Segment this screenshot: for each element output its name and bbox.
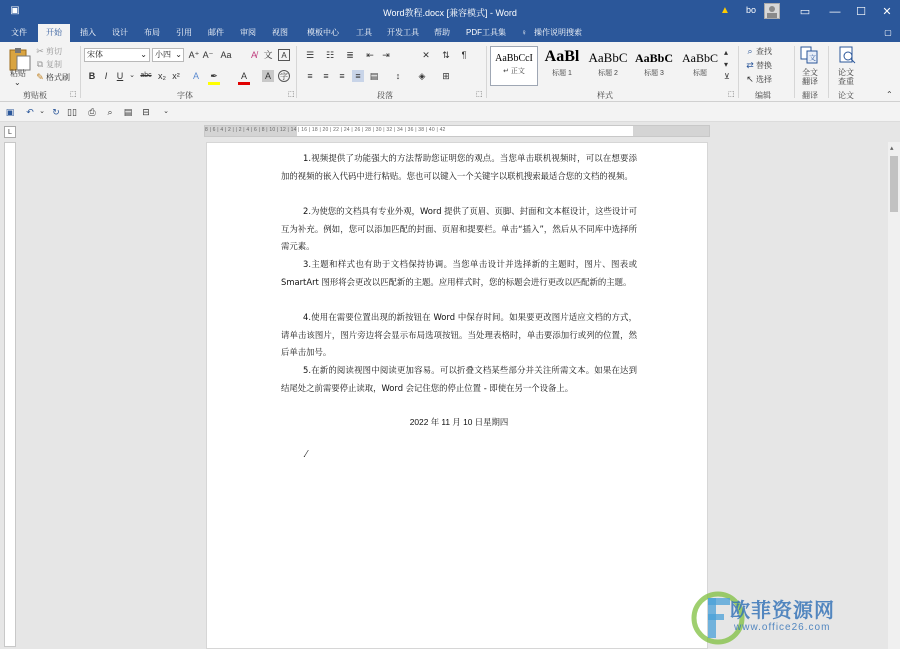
tab-file[interactable]: 文件 xyxy=(11,28,27,37)
styles-launcher-icon[interactable]: ⬚ xyxy=(728,91,735,98)
style-heading-1[interactable] xyxy=(538,46,586,86)
format-painter-icon[interactable]: ✎ xyxy=(36,72,44,82)
tab-references[interactable]: 引用 xyxy=(176,28,192,37)
style-heading-3[interactable] xyxy=(630,46,678,86)
style-sample: AaBbC xyxy=(588,50,628,65)
font-family-select[interactable]: 宋体 ⌄ xyxy=(84,48,150,62)
undo-icon[interactable]: ↶ xyxy=(26,107,34,117)
replace-button[interactable]: 替换 xyxy=(756,61,772,70)
group-label-font: 字体 xyxy=(177,91,193,100)
maximize-icon[interactable]: ☐ xyxy=(856,6,866,18)
paragraph-1[interactable]: 1.视频提供了功能强大的方法帮助您证明您的观点。当您单击联机视频时，可以在想要添加的视频的嵌入代码中进行粘贴。您也可以键入一个关键字以联机搜索最适合您的文档的视频。 xyxy=(281,153,637,181)
tab-layout[interactable]: 布局 xyxy=(144,28,160,37)
font-size-value: 小四 xyxy=(155,50,171,59)
ruler-marks: 8 | 6 | 4 | 2 | | 2 | 4 | 6 | 8 | 10 | 12 | 14 | 16 | 18 | 20 | 22 | 24 | 26 | 28 | 30 | 32 | 34 | 36 | 38 | 40 | 42 xyxy=(205,127,446,133)
select-icon[interactable]: ↖ xyxy=(746,74,754,84)
separator xyxy=(794,46,795,98)
user-name[interactable]: bo xyxy=(746,5,757,15)
group-label-translate: 翻译 xyxy=(802,91,818,100)
style-name: 标题 1 xyxy=(552,70,572,77)
vertical-ruler[interactable] xyxy=(4,142,16,647)
tab-review[interactable]: 审阅 xyxy=(240,28,256,37)
window-title: Word教程.docx [兼容模式] - Word xyxy=(383,8,517,18)
text-effects-icon[interactable]: A xyxy=(192,71,199,81)
character-border-icon[interactable]: A xyxy=(278,49,290,61)
bullets-icon[interactable]: ☰ xyxy=(305,50,315,60)
tab-insert[interactable]: 插入 xyxy=(80,28,96,37)
replace-icon[interactable]: ⇄ xyxy=(746,60,754,70)
watermark-url: www.office26.com xyxy=(734,622,831,633)
watermark xyxy=(690,588,900,646)
style-sample: AaBbC xyxy=(634,51,673,65)
align-left-icon[interactable]: ≡ xyxy=(307,71,313,81)
numbering-icon[interactable]: ☷ xyxy=(325,50,335,60)
align-right-icon[interactable]: ≡ xyxy=(339,71,345,81)
paragraph-4[interactable]: 4.使用在需要位置出现的新按钮在 Word 中保存时间。如果要更改图片适应文档的方式，请单击该图片，图片旁边将会显示布局选项按钮。当处理表格时，单击要添加行或列的位置，然后单击加号。 xyxy=(281,312,637,358)
select-button[interactable]: 选择 xyxy=(756,75,772,84)
font-color-icon[interactable]: A xyxy=(240,71,247,81)
find-icon[interactable]: ⌕ xyxy=(747,46,753,56)
styles-scroll-up-icon[interactable]: ▴ xyxy=(724,48,729,57)
scroll-thumb[interactable] xyxy=(890,156,898,212)
superscript-icon[interactable]: x² xyxy=(172,71,180,81)
font-family-value: 宋体 xyxy=(87,50,103,59)
subscript-icon[interactable]: x₂ xyxy=(158,71,166,81)
show-marks-icon[interactable]: ¶ xyxy=(461,50,467,60)
bold-icon[interactable]: B xyxy=(88,71,96,81)
separator xyxy=(486,46,487,98)
menu-bar xyxy=(0,24,900,42)
paper-check-icon[interactable] xyxy=(838,46,856,64)
chinese-layout-icon[interactable]: ✕ xyxy=(422,50,430,60)
group-label-editing: 编辑 xyxy=(755,91,771,100)
character-shading-icon[interactable]: A xyxy=(262,70,274,82)
group-label-paper: 论文 xyxy=(838,91,854,100)
shrink-font-icon[interactable]: A⁻ xyxy=(202,50,214,60)
font-color-bar xyxy=(238,82,250,85)
cursor-mark: .⁄ xyxy=(303,449,308,460)
undo-dropdown-icon[interactable]: ⌄ xyxy=(39,108,45,115)
layout-icon[interactable]: ▯▯ xyxy=(67,107,77,117)
clipboard-icon[interactable]: ▤ xyxy=(123,107,133,117)
clipboard-launcher-icon[interactable]: ⬚ xyxy=(70,91,77,98)
shading-icon[interactable]: ◈ xyxy=(418,71,426,81)
paragraph-5[interactable]: 5.在新的阅读视图中阅读更加容易。可以折叠文档某些部分并关注所需文本。如果在达到结尾处之前需要停止读取，Word 会记住您的停止位置 - 即使在另一个设备上。 xyxy=(281,365,637,393)
scroll-up-icon[interactable]: ▴ xyxy=(890,145,894,152)
ruler-margin-right xyxy=(633,126,710,137)
tab-tools[interactable]: 工具 xyxy=(356,28,372,37)
style-title[interactable] xyxy=(676,46,724,86)
decrease-indent-icon[interactable]: ⇤ xyxy=(366,50,374,60)
copy-button[interactable]: 复制 xyxy=(46,60,62,69)
distributed-icon[interactable]: ▤ xyxy=(369,71,379,81)
clear-formatting-icon[interactable]: A̸ xyxy=(250,50,257,60)
underline-dropdown-icon[interactable]: ⌄ xyxy=(129,72,135,79)
separator xyxy=(738,46,739,98)
sort-icon[interactable]: ⇅ xyxy=(442,50,450,60)
multilevel-list-icon[interactable]: ≣ xyxy=(346,50,354,60)
change-case-icon[interactable]: Aa xyxy=(220,50,232,60)
grow-font-icon[interactable]: A⁺ xyxy=(188,50,200,60)
style-sample: AaBbC xyxy=(682,51,718,65)
paragraph-3[interactable]: 3.主题和样式也有助于文档保持协调。当您单击设计并选择新的主题时，图片、图表或 SmartArt 图形将会更改以匹配新的主题。应用样式时，您的标题会进行更改以匹配新的主题。 xyxy=(281,259,637,287)
paste-button[interactable]: 粘贴 xyxy=(10,69,26,78)
ribbon xyxy=(0,42,900,102)
group-label-clipboard: 剪贴板 xyxy=(23,91,47,100)
vertical-scrollbar[interactable] xyxy=(888,142,900,649)
minimize-icon[interactable]: — xyxy=(829,6,841,18)
styles-scroll-down-icon[interactable]: ▾ xyxy=(724,60,729,69)
customize-qat-icon[interactable]: ⌄ xyxy=(163,108,169,115)
separator xyxy=(828,46,829,98)
cut-button[interactable]: 剪切 xyxy=(46,47,62,56)
strikethrough-icon[interactable]: abc xyxy=(140,72,152,79)
underline-icon[interactable]: U xyxy=(116,71,124,81)
tab-developer[interactable]: 开发工具 xyxy=(387,28,419,37)
quick-access-toolbar xyxy=(0,102,900,122)
lightbulb-icon: ♀ xyxy=(521,28,527,37)
comments-icon[interactable]: ▢ xyxy=(884,28,892,37)
ribbon-display-icon[interactable]: ▭ xyxy=(799,6,811,18)
paste-dropdown-icon[interactable]: ⌄ xyxy=(14,78,21,87)
find-button[interactable]: 查找 xyxy=(756,47,772,56)
close-icon[interactable]: ✕ xyxy=(882,6,892,18)
group-label-paragraph: 段落 xyxy=(377,91,393,100)
style-normal[interactable] xyxy=(490,46,538,86)
watermark-brand: 欧菲资源网 xyxy=(730,600,835,622)
zoom-icon[interactable]: ⌕ xyxy=(107,107,113,117)
paragraph-launcher-icon[interactable]: ⬚ xyxy=(476,91,483,98)
tab-home[interactable]: 开始 xyxy=(38,24,70,42)
app-icon: ▣ xyxy=(10,5,20,16)
paper-check-button[interactable]: 论文查重 xyxy=(838,68,854,86)
highlight-icon[interactable]: ✒ xyxy=(210,71,218,81)
font-launcher-icon[interactable]: ⬚ xyxy=(288,91,295,98)
separator xyxy=(296,46,297,98)
format-painter-button[interactable]: 格式刷 xyxy=(46,73,70,82)
horizontal-ruler[interactable] xyxy=(204,125,710,137)
translate-icon[interactable] xyxy=(800,46,818,64)
group-label-styles: 样式 xyxy=(597,91,613,100)
paragraph-2[interactable]: 2.为使您的文档具有专业外观，Word 提供了页眉、页脚、封面和文本框设计，这些设计可互为补充。例如，您可以添加匹配的封面、页眉和提要栏。单击“插入”，然后从不同库中选择所需元素。 xyxy=(281,206,637,252)
save-icon[interactable]: ▣ xyxy=(5,107,15,117)
highlight-color-bar xyxy=(208,82,220,85)
align-center-icon[interactable]: ≡ xyxy=(323,71,329,81)
style-name: 标题 xyxy=(693,70,707,77)
borders-icon[interactable]: ⊞ xyxy=(442,71,450,81)
style-sample: AaBbCcI xyxy=(495,53,533,64)
style-name: 标题 3 xyxy=(644,70,664,77)
tab-view[interactable]: 视图 xyxy=(272,28,288,37)
font-size-select[interactable]: 小四 ⌄ xyxy=(152,48,184,62)
increase-indent-icon[interactable]: ⇥ xyxy=(382,50,390,60)
italic-icon[interactable]: I xyxy=(104,71,108,81)
warning-icon: ▲ xyxy=(720,5,730,16)
document-page[interactable] xyxy=(206,142,708,649)
phonetic-guide-icon[interactable]: 文 xyxy=(263,50,273,60)
styles-more-icon[interactable]: ⊻ xyxy=(724,72,730,81)
collapse-ribbon-icon[interactable]: ⌃ xyxy=(886,90,893,99)
translate-button[interactable]: 全文翻译 xyxy=(802,68,818,86)
style-sample: AaBl xyxy=(544,48,580,65)
tab-selector-icon[interactable]: L xyxy=(4,126,16,138)
justify-icon[interactable]: ≡ xyxy=(352,70,364,82)
tab-pdf-tools[interactable]: PDF工具集 xyxy=(466,28,506,37)
line-spacing-icon[interactable]: ↕ xyxy=(395,71,401,81)
style-heading-2[interactable] xyxy=(584,46,632,86)
title-bar xyxy=(0,0,900,24)
svg-text:文: 文 xyxy=(809,55,816,62)
tab-help[interactable]: 帮助 xyxy=(434,28,450,37)
print-preview-icon[interactable]: ⎙ xyxy=(88,107,96,117)
tell-me-search[interactable]: 操作说明搜索 xyxy=(534,28,582,37)
tab-template-center[interactable]: 模板中心 xyxy=(307,28,339,37)
tab-design[interactable]: 设计 xyxy=(112,28,128,37)
tab-mailings[interactable]: 邮件 xyxy=(208,28,224,37)
date-line[interactable]: 2022 年 11 月 10 日星期四 xyxy=(409,417,509,427)
enclose-characters-icon[interactable]: 字 xyxy=(280,72,288,81)
separator xyxy=(80,46,81,98)
copy-icon[interactable]: ⧉ xyxy=(36,59,44,69)
style-name: 标题 2 xyxy=(598,70,618,77)
redo-icon[interactable]: ↻ xyxy=(52,107,60,117)
touch-mode-icon[interactable]: ⊟ xyxy=(142,107,150,117)
scissors-icon[interactable]: ✂ xyxy=(36,46,44,56)
style-name: ↵ 正文 xyxy=(503,68,525,75)
avatar[interactable] xyxy=(764,3,780,19)
